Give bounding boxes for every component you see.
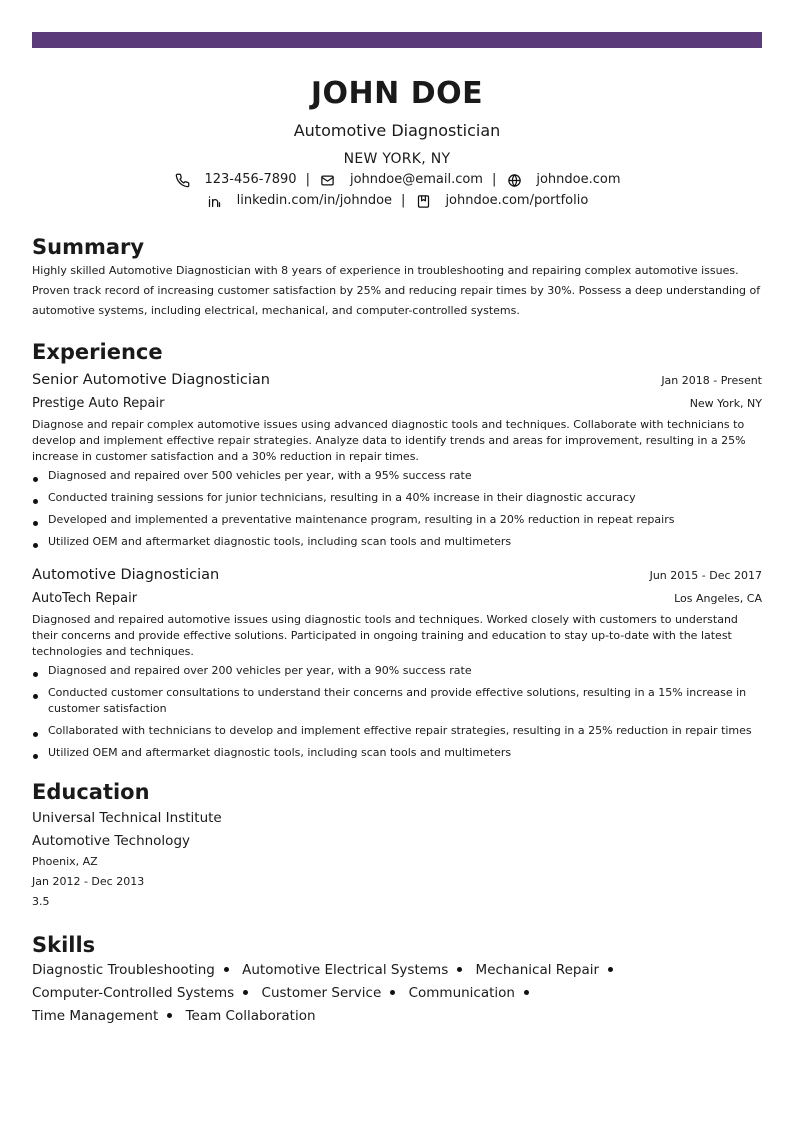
contact-row-primary bbox=[32, 171, 762, 189]
list-item: Conducted customer consultations to understand their concerns and provide effective solutions, resulting in a 15% increase in customer satisfaction bbox=[32, 685, 762, 717]
bullet-dot bbox=[167, 1013, 172, 1018]
separator: | bbox=[305, 172, 310, 187]
candidate-location: NEW YORK, NY bbox=[343, 151, 451, 167]
linkedin-icon bbox=[206, 192, 224, 210]
bookmark-icon bbox=[414, 192, 432, 210]
list-item: Conducted training sessions for junior technicians, resulting in a 40% increase in their diagnostic accuracy bbox=[32, 490, 762, 506]
bullet-dot bbox=[608, 967, 613, 972]
skill-item: Automotive Electrical Systems bbox=[242, 962, 449, 978]
skill-item: Communication bbox=[408, 985, 515, 1001]
contact-row-secondary bbox=[32, 192, 762, 210]
website-link[interactable]: johndoe.com bbox=[536, 172, 621, 187]
job-location: Los Angeles, CA bbox=[674, 592, 762, 605]
job-entry bbox=[32, 564, 762, 761]
job-company: AutoTech Repair bbox=[32, 591, 138, 606]
globe-icon bbox=[505, 171, 523, 189]
section-heading: Experience bbox=[32, 340, 163, 364]
bullet-dot bbox=[224, 967, 229, 972]
skill-item: Diagnostic Troubleshooting bbox=[32, 962, 215, 978]
skills-section bbox=[32, 932, 762, 1028]
phone-number: 123-456-7890 bbox=[204, 172, 297, 187]
skill-item: Time Management bbox=[32, 1008, 159, 1024]
job-dates: Jan 2018 - Present bbox=[661, 374, 762, 387]
job-title: Senior Automotive Diagnostician bbox=[32, 372, 270, 388]
separator: | bbox=[401, 193, 406, 208]
email-link[interactable]: johndoe@email.com bbox=[349, 172, 483, 187]
list-item: Utilized OEM and aftermarket diagnostic tools, including scan tools and multimeters bbox=[32, 534, 762, 550]
job-description: Diagnosed and repaired automotive issues using diagnostic tools and techniques. Worked closely with customers to understand their concerns and provide effective solutions. Participated in ongoing training and education to stay up-to-date with the latest technologies and techniques. bbox=[32, 613, 738, 658]
mail-icon bbox=[319, 171, 337, 189]
list-item: Diagnosed and repaired over 500 vehicles per year, with a 95% success rate bbox=[32, 468, 762, 484]
bullet-dot bbox=[457, 967, 462, 972]
edu-gpa: 3.5 bbox=[32, 895, 50, 908]
job-company: Prestige Auto Repair bbox=[32, 396, 165, 411]
section-heading: Summary bbox=[32, 235, 145, 259]
job-entry bbox=[32, 369, 762, 550]
job-dates: Jun 2015 - Dec 2017 bbox=[649, 569, 762, 582]
skill-item: Computer-Controlled Systems bbox=[32, 985, 235, 1001]
bullet-dot bbox=[390, 990, 395, 995]
skill-item: Customer Service bbox=[261, 985, 382, 1001]
separator: | bbox=[491, 172, 497, 187]
education-section bbox=[32, 779, 762, 912]
accent-bar bbox=[32, 32, 762, 48]
portfolio-link[interactable]: johndoe.com/portfolio bbox=[445, 193, 589, 208]
job-bullets bbox=[32, 663, 762, 761]
edu-location: Phoenix, AZ bbox=[32, 855, 98, 868]
resume-content bbox=[32, 48, 762, 1028]
list-item: Collaborated with technicians to develop and implement effective repair strategies, resulting in a 25% reduction in repair times bbox=[32, 723, 762, 739]
summary-section bbox=[32, 234, 762, 321]
job-bullets bbox=[32, 468, 762, 550]
section-heading: Education bbox=[32, 780, 150, 804]
candidate-name: JOHN DOE bbox=[310, 76, 484, 111]
bullet-dot bbox=[524, 990, 529, 995]
section-heading: Skills bbox=[32, 933, 96, 957]
skill-item: Team Collaboration bbox=[185, 1008, 316, 1024]
list-item: Utilized OEM and aftermarket diagnostic tools, including scan tools and multimeters bbox=[32, 745, 762, 761]
summary-text: Highly skilled Automotive Diagnostician with 8 years of experience in troubleshooting and repairing complex automotive issues. Proven track record of increasing customer satisfaction by 25% and reducing repair times by 30%. Possess a deep understanding of automotive systems, including electrical, mechanical, and computer-controlled systems. bbox=[32, 264, 761, 317]
job-location: New York, NY bbox=[689, 397, 762, 410]
skill-item: Mechanical Repair bbox=[475, 962, 600, 978]
linkedin-link[interactable]: linkedin.com/in/johndoe bbox=[236, 193, 393, 208]
edu-school: Universal Technical Institute bbox=[32, 810, 222, 826]
edu-dates: Jan 2012 - Dec 2013 bbox=[32, 875, 145, 888]
job-description: Diagnose and repair complex automotive issues using advanced diagnostic tools and techniques. Collaborate with technicians to develop and implement effective repair strategies. Analyze data to identify trends and areas for improvement, resulting in a 25% increase in customer satisfaction and a 30% reduction in repair times. bbox=[32, 418, 746, 463]
resume-header bbox=[32, 77, 762, 210]
skills-list bbox=[32, 959, 652, 1028]
experience-section bbox=[32, 339, 762, 761]
bullet-dot bbox=[243, 990, 248, 995]
list-item: Developed and implemented a preventative maintenance program, resulting in a 20% reduction in repeat repairs bbox=[32, 512, 762, 528]
list-item: Diagnosed and repaired over 200 vehicles per year, with a 90% success rate bbox=[32, 663, 762, 679]
phone-icon bbox=[173, 171, 191, 189]
job-title: Automotive Diagnostician bbox=[32, 567, 220, 583]
candidate-title: Automotive Diagnostician bbox=[293, 121, 501, 140]
edu-degree: Automotive Technology bbox=[32, 833, 191, 849]
